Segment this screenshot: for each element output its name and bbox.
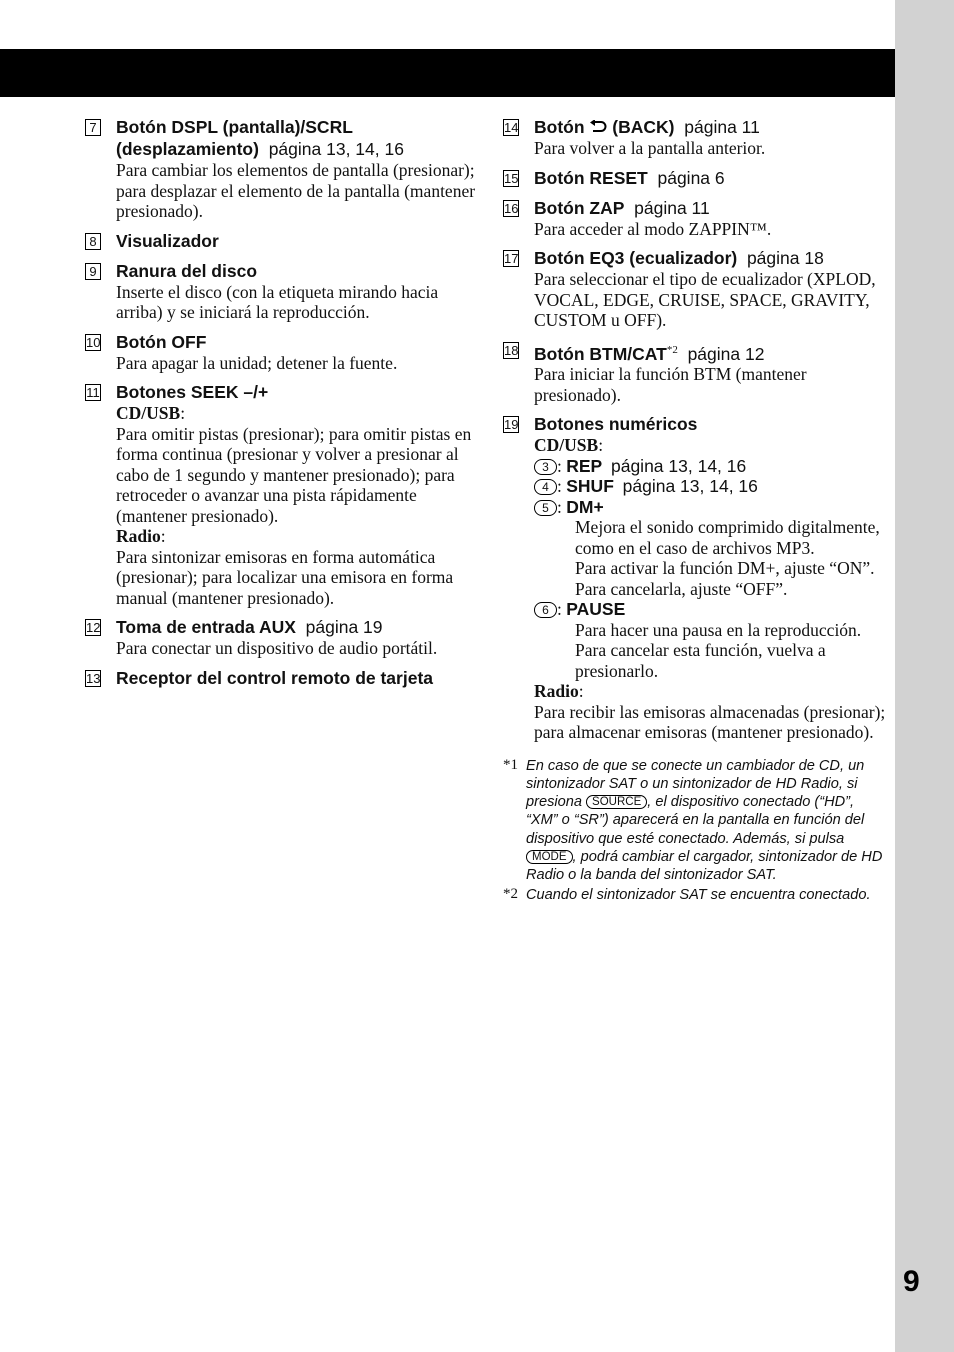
page-number: 9: [903, 1265, 920, 1298]
back-arrow-icon: [589, 120, 607, 134]
pause-description: Para hacer una pausa en la reproducción. Para cancelar esta función, vuelva a presionarlo.: [575, 619, 862, 681]
footnote-text: Cuando el sintonizador SAT se encuentra conectado.: [526, 887, 871, 904]
radio-description: Para sintonizar emisoras en forma automática (presionar); para localizar una emisora en forma manual (mantener presionado).: [116, 546, 454, 608]
shuf-label: SHUF: [566, 476, 614, 497]
footnote-mark: *1: [503, 756, 518, 773]
item-15: [503, 167, 888, 189]
item-14: [503, 116, 888, 159]
header-bar: [0, 49, 895, 97]
item-8: [85, 230, 477, 252]
item-number: 15: [504, 170, 519, 186]
cd-usb-description: Para omitir pistas (presionar); para omitir pistas en forma continua (presionar y volver a presionar al cabo de 1 segundo y mantener presionado); para retroceder o avanzar una pista rápidamente (mantener presionado).: [116, 423, 472, 526]
item-number: 11: [86, 385, 100, 400]
side-tab: [895, 0, 954, 1352]
page-ref: página 13, 14, 16: [268, 139, 404, 159]
item-19: 19 Botones numéricos CD/USB: 3 : REP página 13, 14, 16 4 : SHUF página 13, 14, 16 5 : DM+ Mejora el sonido comprimido digitalmente, como en el caso de archivos MP3. Para activar la función DM+, ajuste “ON”. Para cancelarla, ajuste “OFF”. 6 : PAUSE Para hacer una pausa en la reproducción. Para cancelar esta función, vuelva a presionarlo. Radio: Para recibir las emisoras almacenadas (presionar); para almacenar emisoras (mantener presionado).: [503, 413, 888, 743]
item-title: Botón ZAP: [534, 197, 625, 218]
item-7: [85, 116, 477, 222]
key-5-icon: 5: [534, 500, 557, 516]
item-title-suffix: (BACK): [612, 117, 675, 137]
dm-description: Mejora el sonido comprimido digitalmente, como en el caso de archivos MP3.: [575, 517, 880, 558]
item-number: 14: [504, 120, 519, 135]
page-ref: página 18: [746, 248, 824, 268]
item-number: 8: [85, 233, 101, 250]
key-4-icon: 4: [534, 479, 557, 495]
item-description: Para conectar un dispositivo de audio portátil.: [116, 638, 438, 658]
key-6-icon: 6: [534, 602, 557, 618]
footnote-ref: *2: [666, 343, 678, 356]
page-ref: página 11: [634, 197, 710, 218]
item-number: 18: [504, 342, 519, 358]
item-title: Botones SEEK –/+: [116, 382, 269, 402]
item-title: Botón EQ3 (ecualizador): [534, 248, 738, 268]
footnote-mark: *2: [503, 886, 518, 903]
item-12: [85, 616, 477, 659]
item-title: Receptor del control remoto de tarjeta: [116, 667, 434, 688]
page-ref: página 6: [657, 167, 725, 188]
radio-description: Para recibir las emisoras almacenadas (presionar); para almacenar emisoras (mantener presionado).: [534, 701, 886, 743]
item-title-cont: (desplazamiento): [116, 139, 259, 159]
cd-usb-label: CD/USB: [116, 403, 181, 423]
item-10: [85, 331, 477, 374]
item-title: Ranura del disco: [116, 260, 258, 281]
radio-label: Radio: [116, 526, 161, 546]
footnote-text-3: , podrá cambiar el cargador, sintonizador de HD Radio o la banda del sintonizador SAT.: [526, 848, 883, 884]
item-number: 9: [85, 263, 101, 280]
item-title: Botón: [534, 117, 585, 137]
rep-label: REP: [566, 455, 603, 476]
item-title: Botones numéricos: [534, 414, 698, 435]
source-key-icon: SOURCE: [586, 795, 647, 809]
mode-key-icon: MODE: [526, 850, 573, 864]
item-title: Visualizador: [116, 230, 219, 251]
page-ref: página 12: [687, 343, 765, 364]
item-number: 17: [504, 251, 519, 266]
item-17: [503, 247, 888, 331]
page-ref: página 19: [305, 617, 383, 637]
right-column: [503, 116, 888, 904]
item-description: Para iniciar la función BTM (mantener presionado).: [534, 364, 807, 405]
item-number: 12: [86, 620, 101, 635]
shuf-page: página 13, 14, 16: [622, 476, 758, 497]
item-title: Botón OFF: [116, 331, 207, 352]
item-number: 13: [86, 670, 101, 686]
item-description: Inserte el disco (con la etiqueta mirando hacia arriba) y se iniciará la reproducción.: [116, 281, 439, 322]
item-9: [85, 260, 477, 323]
item-title: Botón DSPL (pantalla)/SCRL: [116, 117, 353, 137]
key-3-icon: 3: [534, 459, 557, 475]
footnote-text-1: En caso de que se conecte un cambiador de CD, un sintonizador SAT o un sintonizador de HD Radio, si presiona: [526, 757, 865, 811]
radio-label: Radio: [534, 681, 579, 702]
item-description: Para apagar la unidad; detener la fuente.: [116, 352, 398, 373]
item-16: [503, 197, 888, 240]
page-ref: página 11: [684, 117, 760, 137]
item-13: [85, 667, 477, 689]
rep-page: página 13, 14, 16: [610, 455, 747, 476]
item-18: [503, 339, 888, 406]
pause-label: PAUSE: [566, 599, 626, 620]
item-title: Toma de entrada AUX: [116, 617, 296, 637]
footnote-2: [503, 886, 888, 904]
item-description: Para acceder al modo ZAPPIN™.: [534, 218, 772, 239]
left-column: [85, 116, 477, 697]
cd-usb-label: CD/USB: [534, 435, 599, 456]
item-number: 19: [504, 417, 519, 433]
footnote-text-2: , el dispositivo conectado (“HD”, “XM” o “SR”) aparecerá en la pantalla en función del dispositivo que esté conectado. Además, si pulsa: [526, 794, 865, 847]
item-number: 10: [86, 334, 101, 350]
item-11: 11 Botones SEEK –/+ CD/USB: Para omitir pistas (presionar); para omitir pistas en forma continua (presionar y volver a presionar al cabo de 1 segundo y mantener presionado); para retroceder o avanzar una pista rápidamente (mantener presionado). Radio: Para sintonizar emisoras en forma automática (presionar); para localizar una emisora en forma manual (mantener presionado).: [85, 381, 477, 608]
dm-label: DM+: [566, 496, 604, 517]
dm-activation: Para activar la función DM+, ajuste “ON”. Para cancelarla, ajuste “OFF”.: [575, 558, 875, 599]
item-title: Botón BTM/CAT: [534, 343, 667, 364]
item-description: Para volver a la pantalla anterior.: [534, 138, 766, 158]
item-description: Para cambiar los elementos de pantalla (presionar); para desplazar el elemento de la pantalla (mantener presionado).: [116, 160, 476, 221]
footnote-1: [503, 757, 888, 884]
item-description: Para seleccionar el tipo de ecualizador (XPLOD, VOCAL, EDGE, CRUISE, SPACE, GRAVITY, CUSTOM u OFF).: [534, 269, 876, 330]
item-number: 16: [504, 200, 519, 216]
item-number: 7: [85, 119, 101, 136]
item-title: Botón RESET: [534, 167, 648, 188]
